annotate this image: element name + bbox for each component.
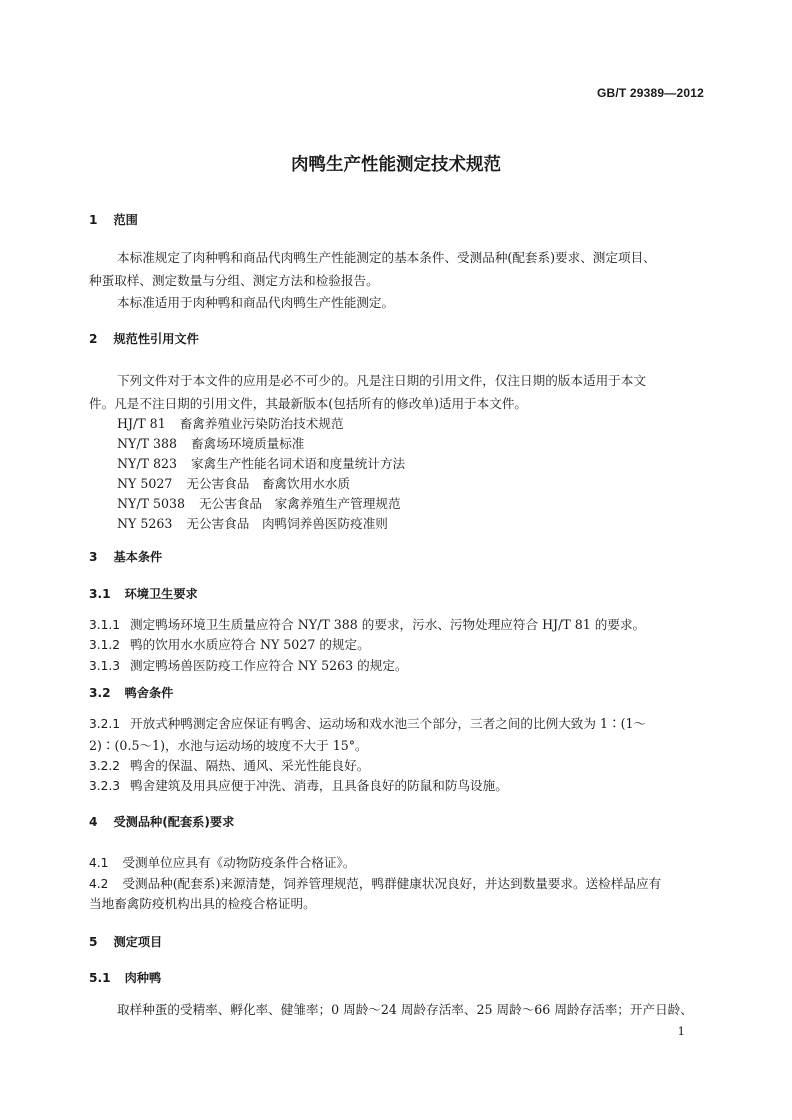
reference-item <box>117 413 343 432</box>
section-2-heading <box>89 330 199 347</box>
clause-text: 受测单位应具有《动物防疫条件合格证》。 <box>122 855 356 870</box>
section-number: 2 <box>89 332 98 346</box>
clause-text: 鸭舍的保温、隔热、通风、采光性能良好。 <box>130 758 370 773</box>
reference-code: HJ/T 81 <box>117 416 166 431</box>
clause-number: 3.1.1 <box>89 618 121 632</box>
clause-text: 开放式种鸭测定舍应保证有鸭舍、运动场和戏水池三个部分，三者之间的比例大致为 1∶(1～ <box>130 716 647 731</box>
reference-title: 无公害食品 肉鸭饲养兽医防疫准则 <box>186 516 388 531</box>
clause-text: 测定鸭场兽医防疫工作应符合 NY 5263 的规定。 <box>130 658 408 673</box>
clause-number: 3.2.2 <box>89 759 121 773</box>
reference-title: 家禽生产性能名词术语和度量统计方法 <box>191 456 406 471</box>
paragraph-line: 下列文件对于本文件的应用是必不可少的。凡是注日期的引用文件，仅注日期的版本适用于本文 <box>117 373 646 388</box>
clause-continuation: 2)∶(0.5～1)，水池与运动场的坡度不大于 15°。 <box>89 738 368 753</box>
section-number: 1 <box>89 213 98 227</box>
section-title: 范围 <box>113 213 138 227</box>
paragraph-line: 件。凡是不注日期的引用文件，其最新版本(包括所有的修改单)适用于本文件。 <box>89 396 528 411</box>
clause-text: 鸭舍建筑及用具应便于冲洗、消毒，且具备良好的防鼠和防鸟设施。 <box>130 778 508 793</box>
clause-number: 3.1.2 <box>89 638 121 652</box>
reference-item <box>117 493 401 512</box>
reference-title: 无公害食品 畜禽饮用水水质 <box>186 476 351 491</box>
subsection-title: 鸭舍条件 <box>124 686 174 700</box>
section-number: 3 <box>89 550 98 564</box>
clause-number: 3.2.1 <box>89 717 121 731</box>
paragraph-line: 取样种蛋的受精率、孵化率、健雏率；0 周龄～24 周龄存活率、25 周龄～66 周龄存活率；开产日龄、 <box>117 1002 693 1017</box>
section-title: 受测品种(配套系)要求 <box>113 815 235 829</box>
paragraph-line: 种蛋取样、测定数量与分组、测定方法和检验报告。 <box>89 273 379 288</box>
subsection-title: 肉种鸭 <box>124 971 162 985</box>
reference-code: NY/T 5038 <box>117 496 186 511</box>
reference-title: 畜禽养殖业污染防治技术规范 <box>179 416 344 431</box>
reference-title: 畜禽场环境质量标准 <box>191 436 305 451</box>
standard-number: GB/T 29389—2012 <box>596 86 704 100</box>
clause-text: 受测品种(配套系)来源清楚，饲养管理规范，鸭群健康状况良好，并达到数量要求。送检样品应有 <box>122 876 662 891</box>
reference-item <box>117 433 304 452</box>
section-title: 基本条件 <box>113 550 163 564</box>
subsection-5-1-heading <box>89 969 161 986</box>
section-number: 5 <box>89 935 98 949</box>
paragraph-line: 本标准适用于肉种鸭和商品代肉鸭生产性能测定。 <box>117 295 395 310</box>
subsection-number: 3.2 <box>89 686 111 700</box>
page-number: 1 <box>677 1024 685 1038</box>
clause-4-2 <box>89 873 661 892</box>
clause-continuation: 当地畜禽防疫机构出具的检疫合格证明。 <box>89 896 316 911</box>
clause-3-1-2 <box>89 634 370 653</box>
clause-number: 3.1.3 <box>89 659 121 673</box>
reference-item <box>117 473 350 492</box>
subsection-title: 环境卫生要求 <box>124 587 198 601</box>
clause-number: 4.1 <box>89 856 109 870</box>
clause-3-2-3 <box>89 775 508 794</box>
clause-3-1-3 <box>89 655 408 674</box>
reference-code: NY 5027 <box>117 476 173 491</box>
section-3-heading <box>89 548 162 565</box>
section-4-heading <box>89 813 234 830</box>
reference-code: NY 5263 <box>117 516 173 531</box>
section-number: 4 <box>89 815 98 829</box>
clause-4-1 <box>89 852 355 871</box>
reference-item <box>117 453 405 472</box>
clause-number: 4.2 <box>89 877 109 891</box>
clause-number: 3.2.3 <box>89 779 121 793</box>
section-title: 规范性引用文件 <box>113 332 199 346</box>
subsection-number: 3.1 <box>89 587 111 601</box>
section-1-heading <box>89 211 138 228</box>
reference-code: NY/T 388 <box>117 436 178 451</box>
paragraph-line: 本标准规定了肉种鸭和商品代肉鸭生产性能测定的基本条件、受测品种(配套系)要求、测定项目、 <box>117 250 656 265</box>
clause-3-2-2 <box>89 755 369 774</box>
subsection-3-2-heading <box>89 684 173 701</box>
clause-3-2-1 <box>89 713 646 732</box>
page-title: 肉鸭生产性能测定技术规范 <box>291 155 501 175</box>
section-title: 测定项目 <box>113 935 163 949</box>
reference-title: 无公害食品 家禽养殖生产管理规范 <box>199 496 401 511</box>
subsection-3-1-heading <box>89 585 198 602</box>
clause-3-1-1 <box>89 614 645 633</box>
clause-text: 测定鸭场环境卫生质量应符合 NY/T 388 的要求，污水、污物处理应符合 HJ/T 81 的要求。 <box>130 617 646 632</box>
subsection-number: 5.1 <box>89 971 111 985</box>
section-5-heading <box>89 933 162 950</box>
reference-code: NY/T 823 <box>117 456 178 471</box>
clause-text: 鸭的饮用水水质应符合 NY 5027 的规定。 <box>130 637 370 652</box>
reference-item <box>117 513 388 532</box>
